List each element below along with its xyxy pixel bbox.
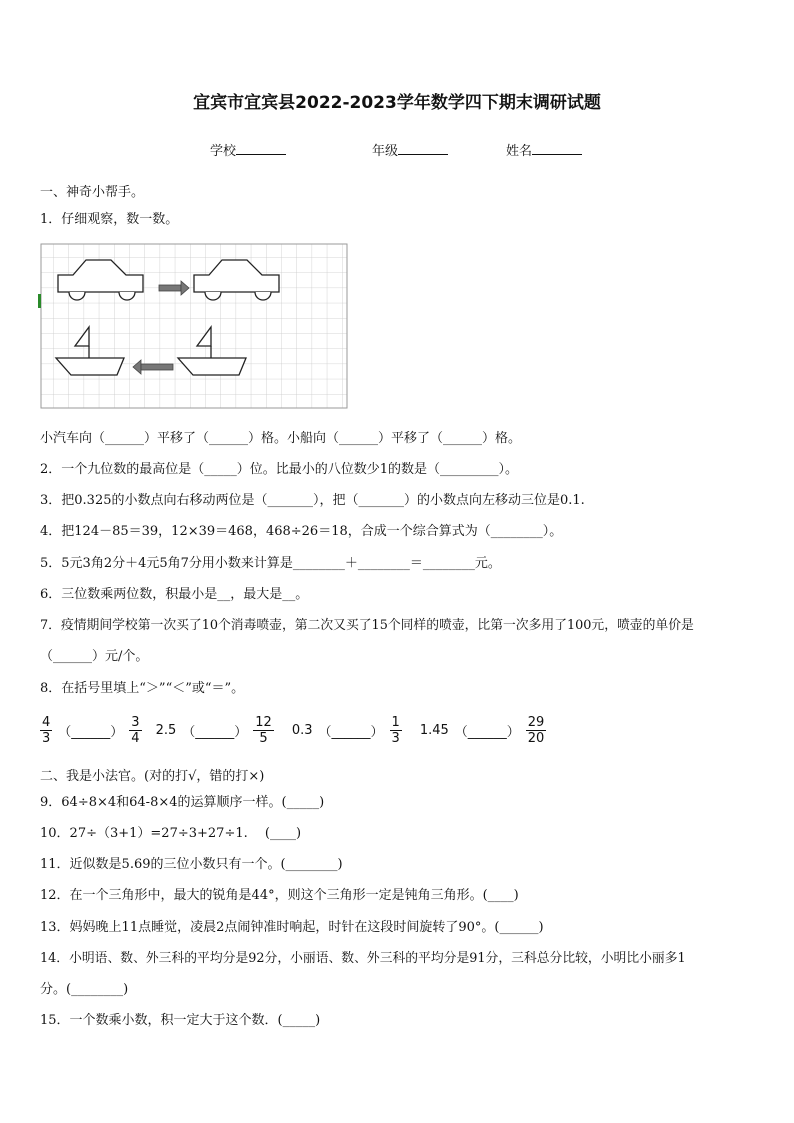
name-label: 姓名	[506, 144, 533, 159]
comparison-item-2	[156, 715, 274, 746]
question-10[interactable]: 10．27÷（3+1）=27÷3+27÷1. (____)	[40, 826, 302, 841]
question-5[interactable]: 5．5元3角2分＋4元5角7分用小数来计算是________＋________＝________元。	[40, 556, 501, 571]
grade-blank[interactable]	[398, 142, 448, 155]
question-8: 8．在括号里填上“＞”“＜”或“＝”。	[40, 681, 245, 696]
value-1-45: 1.45	[419, 722, 449, 738]
page-title: 宜宾市宜宾县2022-2023学年数学四下期末调研试题	[193, 93, 601, 113]
name-field	[506, 140, 582, 159]
compare-blank-2[interactable]: （______）	[182, 724, 248, 740]
comparison-row	[40, 710, 546, 750]
question-7-line-2[interactable]: （______）元/个。	[40, 649, 149, 664]
compare-blank-1[interactable]: （______）	[58, 724, 124, 740]
question-1-answer[interactable]: 小汽车向（______）平移了（______）格。小船向（______）平移了（______）格。	[40, 431, 522, 446]
name-blank[interactable]	[532, 142, 582, 155]
fraction-4-3: $\frac{4}{3}$	[42, 714, 51, 746]
fraction-1-3: $\frac{1}{3}$	[391, 714, 400, 746]
compare-blank-4[interactable]: （______）	[454, 724, 520, 740]
comparison-item-1	[40, 715, 142, 746]
school-field	[210, 140, 286, 159]
grade-field	[372, 140, 448, 159]
section-1-heading: 一、神奇小帮手。	[40, 185, 145, 200]
question-11[interactable]: 11．近似数是5.69的三位小数只有一个。(________)	[40, 857, 343, 872]
comparison-item-3	[292, 715, 402, 746]
question-6[interactable]: 6．三位数乘两位数，积最小是__，最大是__。	[40, 587, 309, 602]
grid-edge-marker	[38, 294, 41, 308]
grid-figure	[38, 242, 350, 412]
school-blank[interactable]	[236, 142, 286, 155]
question-7-line-1: 7．疫情期间学校第一次买了10个消毒喷壶，第二次又买了15个同样的喷壶，比第一次多用了100元，喷壶的单价是	[40, 618, 694, 633]
school-label: 学校	[210, 144, 237, 159]
value-0-3: 0.3	[291, 722, 313, 738]
question-1: 1．仔细观察，数一数。	[40, 212, 179, 227]
comparison-item-4	[420, 715, 547, 746]
compare-blank-3[interactable]: （______）	[318, 724, 384, 740]
fraction-12-5: $\frac{12}{5}$	[255, 714, 272, 746]
question-3[interactable]: 3．把0.325的小数点向右移动两位是（_______），把（_______）的小数点向左移动三位是0.1.	[40, 493, 585, 508]
section-2-heading: 二、我是小法官。(对的打√，错的打×)	[40, 769, 265, 784]
question-9[interactable]: 9．64÷8×4和64-8×4的运算顺序一样。(_____)	[40, 795, 325, 810]
question-15[interactable]: 15．一个数乘小数，积一定大于这个数．(_____)	[40, 1013, 321, 1028]
question-13[interactable]: 13．妈妈晚上11点睡觉，凌晨2点闹钟准时响起，时针在这段时间旋转了90°。(______)	[40, 920, 544, 935]
grade-label: 年级	[372, 144, 399, 159]
question-14-line-1: 14．小明语、数、外三科的平均分是92分，小丽语、数、外三科的平均分是91分，三科总分比较，小明比小丽多1	[40, 951, 686, 966]
question-12[interactable]: 12．在一个三角形中，最大的锐角是44°，则这个三角形一定是钝角三角形。(____)	[40, 888, 519, 903]
fraction-29-20: $\frac{29}{20}$	[527, 714, 545, 746]
question-2[interactable]: 2．一个九位数的最高位是（_____）位。比最小的八位数少1的数是（_________）。	[40, 462, 519, 477]
fraction-3-4: $\frac{3}{4}$	[131, 714, 140, 746]
value-2-5: 2.5	[155, 722, 177, 738]
question-4[interactable]: 4．把124－85＝39，12×39＝468，468÷26＝18，合成一个综合算式为（________）。	[40, 524, 563, 539]
question-14-line-2[interactable]: 分。(________)	[40, 982, 129, 997]
